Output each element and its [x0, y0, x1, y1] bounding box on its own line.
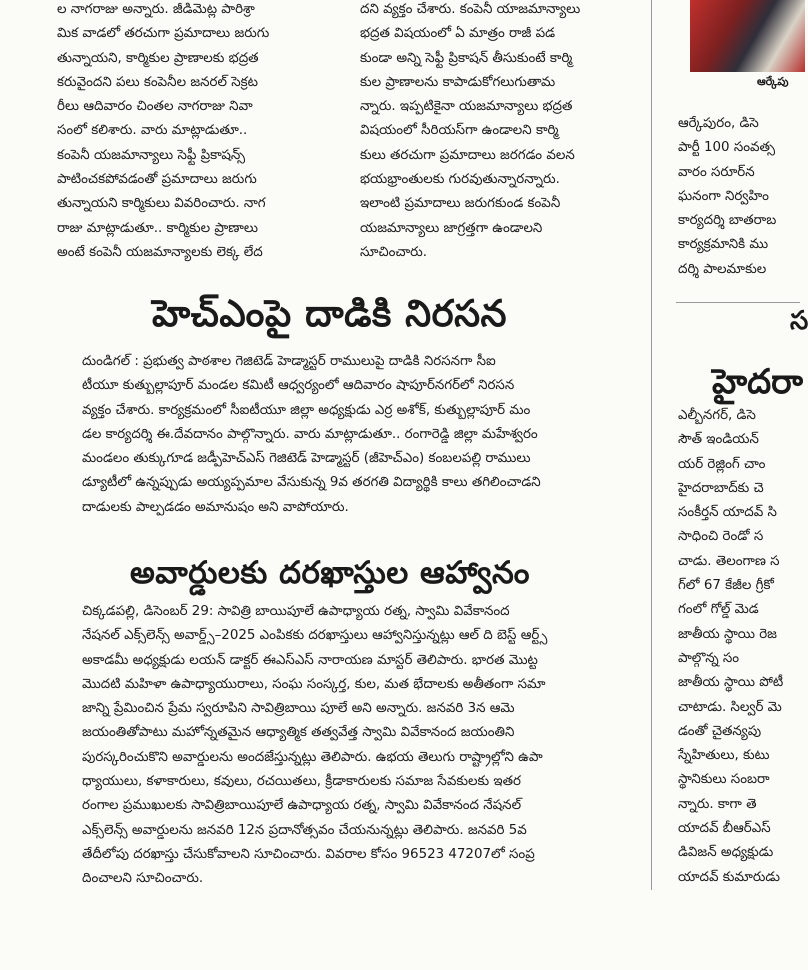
text-line: సంలో కలిశారు. వారు మాట్లాడుతూ..: [57, 123, 248, 139]
text-line: మొదటి మహిళా ఉపాధ్యాయురాలు, సంఘ సంస్కర్త, కుల, మత భేదాలకు అతీతంగా సమా: [82, 676, 546, 692]
text-line: అంటే కంపెనీ యజమాన్యాలకు లెక్క లేద: [57, 244, 263, 260]
text-line: కార్యక్రమానికి ము: [678, 237, 769, 253]
text-line: చాటాడు. సిల్వర్ మె: [678, 699, 782, 715]
text-line: మిక వాడలో తరచుగా ప్రమాదాలు జరుగు: [57, 26, 270, 42]
text-line: సౌత్ ఇండియన్: [678, 432, 759, 448]
text-line: దర్శి పాలమాకుల: [678, 261, 767, 277]
text-line: యర్ రెజ్లింగ్ చాం: [678, 456, 766, 472]
text-line: కరువైందని పలు కంపెనీల జనరల్ సెక్రట: [57, 74, 258, 90]
photo-caption: ఆర్కేపు: [757, 75, 789, 88]
text-line: దుండిగల్ : ప్రభుత్వ పాఠశాల గెజిటెడ్ హెడ్మాస్టర్ రాములుపై దాడికి నిరసనగా సీఐ: [82, 354, 496, 369]
text-line: జాతీయ స్థాయి పోటీ: [678, 675, 784, 691]
text-line: డంతో చైతన్యపు: [678, 723, 762, 739]
text-line: ధ్యాయులు, కళాకారులు, కవులు, రచయితలు, క్రీడాకారులకు సమాజ సేవకులకు ఇతర: [82, 774, 521, 790]
text-line: రంగాల ప్రముఖులకు సావిత్రిబాయిపూలే ఉపాధ్యాయ రత్న, స్వామి వివేకానంద నేషనల్: [82, 798, 522, 814]
text-line: చిక్కడపల్లి, డిసెంబర్ 29: సావిత్రి బాయిపూలే ఉపాధ్యాయ రత్న, స్వామి వివేకానంద: [82, 604, 510, 619]
text-line: యాదవ్ బీఆర్ఎస్: [678, 821, 771, 837]
text-line: నేషనల్ ఎక్స్‌లెన్స్ అవార్డ్స్–2025 ఎంపికకు దరఖాస్తులు ఆహ్వానిస్తున్నట్లు ఆల్ ది బెస్ట్ ఆర్ట్స్: [82, 628, 548, 644]
text-line: పార్టీ 100 సంవత్స: [678, 140, 776, 156]
text-line: జాన్ని ప్రేమించిన ప్రేమ స్వరూపిని సావిత్రిబాయి పూలే అని అన్నారు. జనవరి 3న ఆమె: [82, 701, 515, 717]
text-line: సంకీర్తన్ యాదవ్ సి: [678, 505, 777, 521]
text-line: న్నారు. కాగా తె: [678, 796, 757, 812]
headline-hm-attack-protest: హెచ్ఎంపై దాడికి నిరసన: [152, 292, 508, 335]
text-line: జాతీయ స్థాయి రెజ: [678, 626, 777, 642]
text-line: టీయూ కుత్బుల్లాపూర్ మండల కమిటీ ఆధ్వర్యంలో ఆదివారం షాపూర్‌నగర్‌లో నిరసన: [82, 378, 515, 394]
text-line: దించాలని సూచించారు.: [82, 871, 204, 887]
text-line: గ్‌లో 67 కేజీల గ్రీకో: [678, 578, 774, 594]
text-line: విషయంలో సీరియస్‌గా ఉండాలని కార్మి: [360, 123, 559, 139]
text-line: వ్యక్తం చేశారు. కార్యక్రమంలో సీఐటీయూ జిల్లా అధ్యక్షుడు ఎర్ర అశోక్, కుత్బుల్లాపూర్ మం: [82, 402, 531, 418]
headline-awards-applications: అవార్డులకు దరఖాస్తుల ఆహ్వానం: [130, 555, 530, 591]
text-line: ల నాగరాజు అన్నారు. జీడిమెట్ల పారిశ్రా: [57, 2, 255, 17]
text-line: సాధించి రెండో స: [678, 529, 764, 545]
text-line: చాడు. తెలంగాణ స: [678, 553, 780, 569]
text-line: పాల్గొన్న సం: [678, 650, 740, 666]
text-line: దాడులకు పాల్పడడం అమానుషం అని వాపోయారు.: [82, 499, 349, 515]
text-line: డల కార్యదర్శి ఈ.దేవదానం పాల్గొన్నారు. వారు మాట్లాడుతూ.. రంగారెడ్డి జిల్లా మహేశ్వరం: [82, 426, 538, 442]
text-line: డ్యూటీలో ఉన్నప్పుడు అయ్యప్పమాల వేసుకున్న 9వ తరగతి విద్యార్థికి కాలు తగిలించాడని: [82, 475, 541, 491]
text-line: స్థానికులు సంబరా: [678, 772, 770, 788]
article-continuation-right: [360, 0, 635, 265]
text-line: అకాడమీ అధ్యక్షుడు లయన్ డాక్టర్ ఈఎస్ఎస్ నారాయణ మాస్టర్ తెలిపారు. భారత మొట్ట: [82, 652, 538, 668]
text-line: హైదరాబాద్‌కు చె: [678, 480, 764, 496]
right-article-lb-nagar: [678, 404, 783, 890]
right-kicker: స: [790, 306, 808, 336]
text-line: మండలం తుక్కుగూడ జడ్పీహెచ్ఎస్ గెజిటెడ్ హెడ్మాస్టర్ (జీహెచ్ఎం) కంబలపల్లి రాములు: [82, 451, 531, 467]
text-line: స్నేహితులు, కుటు: [678, 748, 770, 764]
text-line: యాదవ్ కుమారుడు: [678, 869, 780, 885]
text-line: కులు తరచుగా ప్రమాదాలు జరగడం వలన: [360, 147, 575, 163]
text-line: వారం సరూర్‌న: [678, 164, 755, 180]
text-line: కుల ప్రాణాలను కాపాడుకోగలుగుతామ: [360, 74, 556, 90]
text-line: భయభ్రాంతులకు గురవుతున్నారన్నారు.: [360, 172, 560, 188]
right-headline-hyderabad: హైదరా: [712, 362, 803, 402]
text-line: ఎల్బీనగర్, డిసె: [678, 408, 756, 423]
text-line: కుండా అన్ని సెఫ్టీ ప్రికాషన్ తీసుకుంటే కార్మి: [360, 50, 573, 66]
text-line: రాజు మాట్లాడుతూ.. కార్మికుల ప్రాణాలు: [57, 220, 258, 236]
text-line: తేదీలోపు దరఖాస్తు చేసుకోవాలని సూచించారు. వివరాల కోసం 96523 47207లో సంప్ర: [82, 846, 535, 862]
text-line: ఆర్కేపురం, డిసె: [678, 116, 759, 131]
text-line: ఎక్స్‌లెన్స్ అవార్డులను జనవరి 12న ప్రదానోత్సవం చేయనున్నట్లు తెలిపారు. జనవరి 5వ: [82, 822, 527, 838]
text-line: కార్యదర్శి బాతరాబ: [678, 213, 777, 229]
column-divider: [651, 0, 652, 890]
text-line: తున్నాయని కార్మికులు వివరించారు. నాగ: [57, 196, 266, 212]
text-line: భద్రత విషయంలో ఏ మాత్రం రాజీ పడ: [360, 26, 556, 42]
text-line: న్నారు. ఇప్పటికైనా యజమాన్యాలు భద్రత: [360, 99, 573, 115]
article-continuation-left: [57, 0, 347, 265]
text-line: సూచించారు.: [360, 244, 427, 260]
article-awards-applications: [82, 600, 634, 892]
text-line: పురస్కరించుకొని అవార్డులను అందజేస్తున్నట్లు తెలిపారు. ఉభయ తెలుగు రాష్ట్రాల్లోని ఉపా: [82, 749, 543, 765]
text-line: కంపెనీ యజమాన్యాలు సెఫ్టీ ప్రికాషన్స్: [57, 147, 246, 163]
section-divider: [676, 302, 800, 303]
news-photo: [690, 0, 805, 72]
right-article-arkepuram: [678, 112, 776, 282]
text-line: రీలు ఆదివారం చింతల నాగరాజు నివా: [57, 99, 253, 115]
text-line: జయంతితోపాటు మహోన్నతమైన ఆధ్యాత్మిక తత్వవేత్త స్వామి వివేకానంద జయంతిని: [82, 725, 515, 741]
text-line: తున్నాయని, కార్మికుల ప్రాణాలకు భద్రత: [57, 50, 259, 66]
text-line: ఇలాంటి ప్రమాదాలు జరుగకుండ కంపెనీ: [360, 196, 561, 212]
text-line: గంలో గోల్డ్ మెడ: [678, 602, 759, 618]
text-line: దని వ్యక్తం చేశారు. కంపెనీ యాజమాన్యాలు: [360, 2, 581, 17]
text-line: పాటించకపోవడంతో ప్రమాదాలు జరుగు: [57, 172, 257, 188]
text-line: యజమాన్యాలు జాగ్రత్తగా ఉండాలని: [360, 220, 543, 236]
text-line: డివిజన్ అధ్యక్షుడు: [678, 845, 774, 861]
article-hm-attack-protest: [82, 350, 634, 520]
text-line: ఘనంగా నిర్వహిం: [678, 188, 769, 204]
